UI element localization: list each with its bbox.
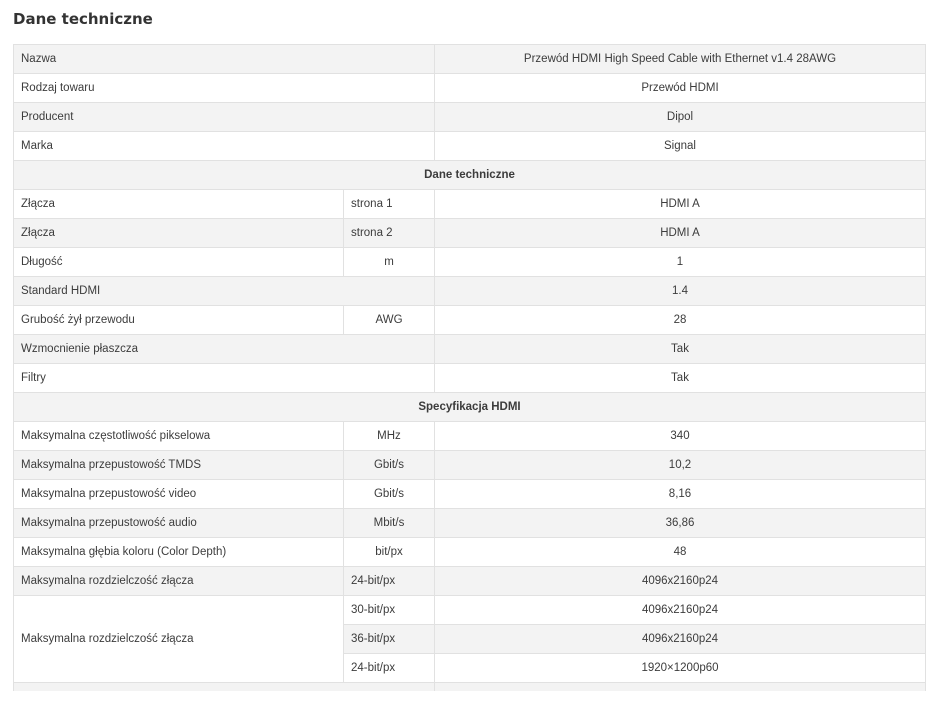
- row-value: 1.4: [435, 277, 926, 306]
- row-unit: strona 2: [344, 219, 435, 248]
- row-unit: strona 1: [344, 190, 435, 219]
- page-title: Dane techniczne: [13, 10, 153, 28]
- row-label: Długość: [14, 248, 344, 277]
- row-value: 28: [435, 306, 926, 335]
- table-row: [14, 190, 926, 219]
- row-label: Maksymalna przepustowość video: [14, 480, 344, 509]
- table-row: [14, 509, 926, 538]
- row-value: 4096x2160p24: [435, 596, 926, 625]
- row-value: 1: [435, 248, 926, 277]
- section-header: Specyfikacja HDMI: [14, 393, 926, 422]
- row-value: 340: [435, 422, 926, 451]
- row-value: 10,2: [435, 451, 926, 480]
- row-unit: MHz: [344, 422, 435, 451]
- table-row: [14, 103, 926, 132]
- table-row: [14, 364, 926, 393]
- row-unit: 24-bit/px: [344, 654, 435, 683]
- row-value: 4096x2160p24: [435, 625, 926, 654]
- table-row: [14, 567, 926, 596]
- section-header: Dane techniczne: [14, 161, 926, 190]
- row-value: Tak: [435, 335, 926, 364]
- row-value: Dipol: [435, 103, 926, 132]
- row-label: Nazwa: [14, 45, 435, 74]
- row-value: Signal: [435, 132, 926, 161]
- row-label: Maksymalna rozdzielczość złącza: [14, 567, 344, 596]
- table-row: [14, 480, 926, 509]
- row-unit: m: [344, 248, 435, 277]
- table-row: [14, 74, 926, 103]
- row-label: Producent: [14, 103, 435, 132]
- row-label: Marka: [14, 132, 435, 161]
- row-value: Przewód HDMI High Speed Cable with Ethernet v1.4 28AWG: [435, 45, 926, 74]
- row-value: 4096x2160p24: [435, 567, 926, 596]
- row-value: HDMI A: [435, 190, 926, 219]
- row-unit: 24-bit/px: [344, 567, 435, 596]
- row-value: Przewód HDMI: [435, 74, 926, 103]
- row-value: [435, 683, 926, 691]
- section-header-row: [14, 393, 926, 422]
- section-header-row: [14, 161, 926, 190]
- row-label: Filtry: [14, 364, 435, 393]
- row-unit: 36-bit/px: [344, 625, 435, 654]
- table-row: [14, 451, 926, 480]
- row-value: 1920×1200p60: [435, 654, 926, 683]
- spec-table: [13, 44, 926, 691]
- row-unit: Mbit/s: [344, 509, 435, 538]
- row-label: Maksymalna przepustowość TMDS: [14, 451, 344, 480]
- row-label: Maksymalna przepustowość audio: [14, 509, 344, 538]
- table-row: [14, 538, 926, 567]
- row-value: 36,86: [435, 509, 926, 538]
- row-value: 48: [435, 538, 926, 567]
- table-row: [14, 277, 926, 306]
- table-row: [14, 596, 926, 625]
- table-row: [14, 422, 926, 451]
- row-label: [14, 683, 435, 691]
- table-row-partial: [14, 683, 926, 691]
- table-row: [14, 132, 926, 161]
- row-unit: bit/px: [344, 538, 435, 567]
- row-value: Tak: [435, 364, 926, 393]
- row-unit: Gbit/s: [344, 451, 435, 480]
- row-unit: 30-bit/px: [344, 596, 435, 625]
- row-label: Złącza: [14, 190, 344, 219]
- table-row: [14, 45, 926, 74]
- table-row: [14, 306, 926, 335]
- table-row: [14, 248, 926, 277]
- table-row: [14, 219, 926, 248]
- row-label: Maksymalna rozdzielczość złącza: [14, 596, 344, 683]
- row-label: Grubość żył przewodu: [14, 306, 344, 335]
- row-value: HDMI A: [435, 219, 926, 248]
- row-unit: AWG: [344, 306, 435, 335]
- table-row: [14, 335, 926, 364]
- row-value: 8,16: [435, 480, 926, 509]
- row-label: Rodzaj towaru: [14, 74, 435, 103]
- row-unit: Gbit/s: [344, 480, 435, 509]
- row-label: Standard HDMI: [14, 277, 435, 306]
- row-label: Maksymalna częstotliwość pikselowa: [14, 422, 344, 451]
- row-label: Złącza: [14, 219, 344, 248]
- row-label: Maksymalna głębia koloru (Color Depth): [14, 538, 344, 567]
- row-label: Wzmocnienie płaszcza: [14, 335, 435, 364]
